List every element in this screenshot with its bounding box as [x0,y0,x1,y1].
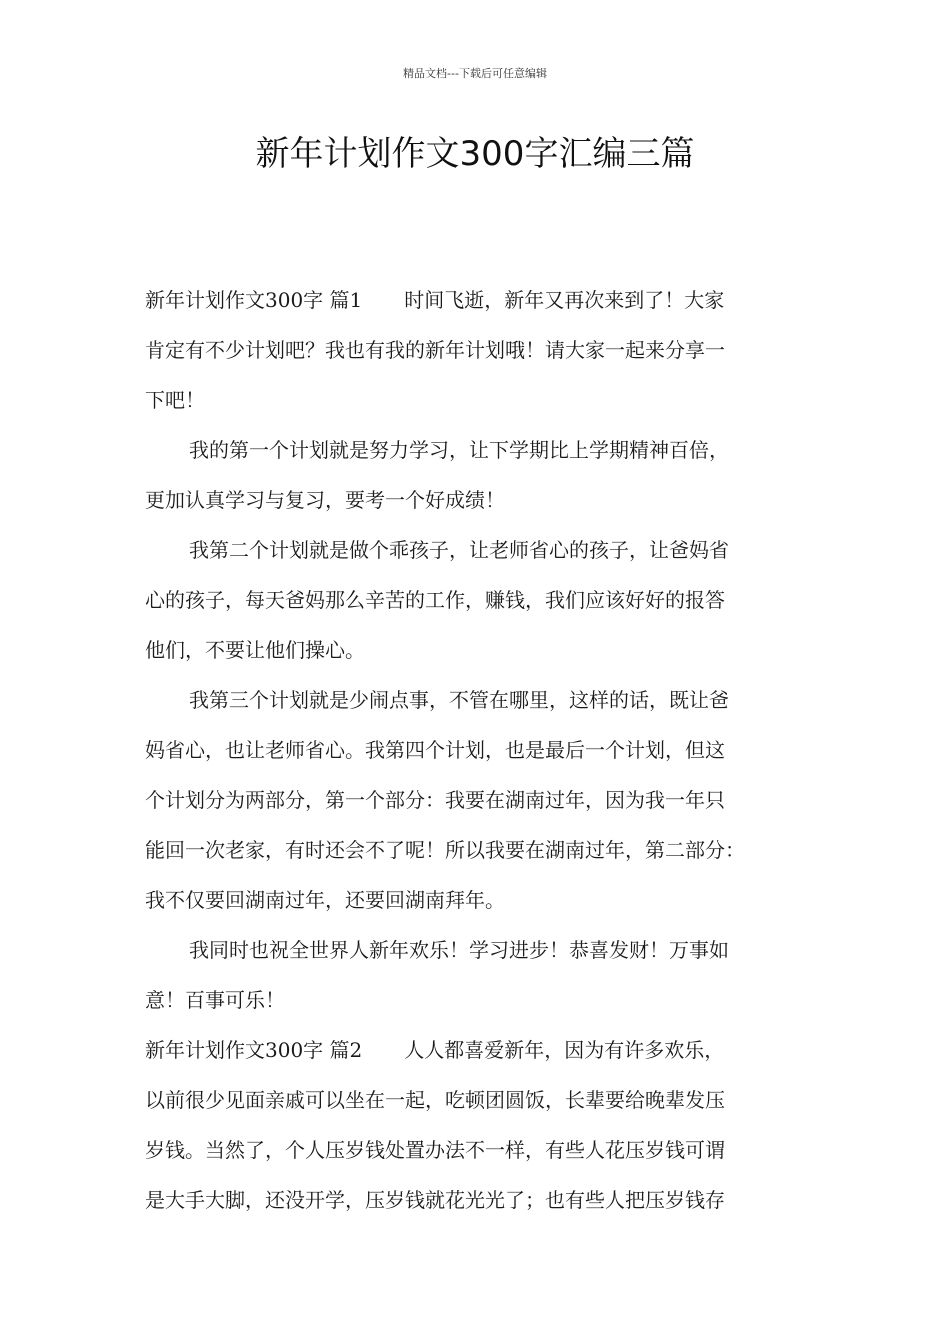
essay1-line-9: 妈省心，也让老师省心。我第四个计划，也是最后一个计划，但这 [145,738,725,762]
page-header: 精品文档---下载后可任意编辑 [403,67,547,80]
essay1-line-8: 我第三个计划就是少闹点事，不管在哪里，这样的话，既让爸 [189,688,729,712]
essay1-line-12: 我不仅要回湖南过年，还要回湖南拜年。 [145,888,505,912]
essay1-line-6: 心的孩子，每天爸妈那么辛苦的工作，赚钱，我们应该好好的报答 [145,588,725,612]
essay1-label: 新年计划作文300字 篇1 [145,288,363,312]
essay1-line-0: 时间飞逝，新年又再次来到了！大家 [404,288,725,312]
essay2-line-1: 以前很少见面亲戚可以坐在一起，吃顿团圆饭，长辈要给晚辈发压 [145,1088,725,1112]
essay1-line-10: 个计划分为两部分，第一个部分：我要在湖南过年，因为我一年只 [145,788,725,812]
essay1-line-1: 肯定有不少计划吧？我也有我的新年计划哦！请大家一起来分享一 [145,338,725,362]
essay1-line-14: 意！百事可乐！ [145,988,285,1012]
essay1-line-3: 我的第一个计划就是努力学习，让下学期比上学期精神百倍， [189,438,729,462]
essay1-line-11: 能回一次老家，有时还会不了呢！所以我要在湖南过年，第二部分： [145,838,745,862]
essay2-first-line [145,1030,815,1080]
essay1-line-2: 下吧！ [145,388,205,412]
essay1-line-5: 我第二个计划就是做个乖孩子，让老师省心的孩子，让爸妈省 [189,538,729,562]
essay1-line-7: 他们，不要让他们操心。 [145,638,365,662]
essay2-line-3: 是大手大脚，还没开学，压岁钱就花光光了；也有些人把压岁钱存 [145,1188,725,1212]
document-title: 新年计划作文300字汇编三篇 [255,134,695,174]
document-body [145,280,815,1230]
essay1-first-line [145,280,815,330]
essay2-line-2: 岁钱。当然了，个人压岁钱处置办法不一样，有些人花压岁钱可谓 [145,1138,725,1162]
essay1-line-4: 更加认真学习与复习，要考一个好成绩！ [145,488,505,512]
essay2-line-0: 人人都喜爱新年，因为有许多欢乐， [404,1038,725,1062]
essay2-label: 新年计划作文300字 篇2 [145,1038,363,1062]
essay1-line-13: 我同时也祝全世界人新年欢乐！学习进步！恭喜发财！万事如 [189,938,729,962]
